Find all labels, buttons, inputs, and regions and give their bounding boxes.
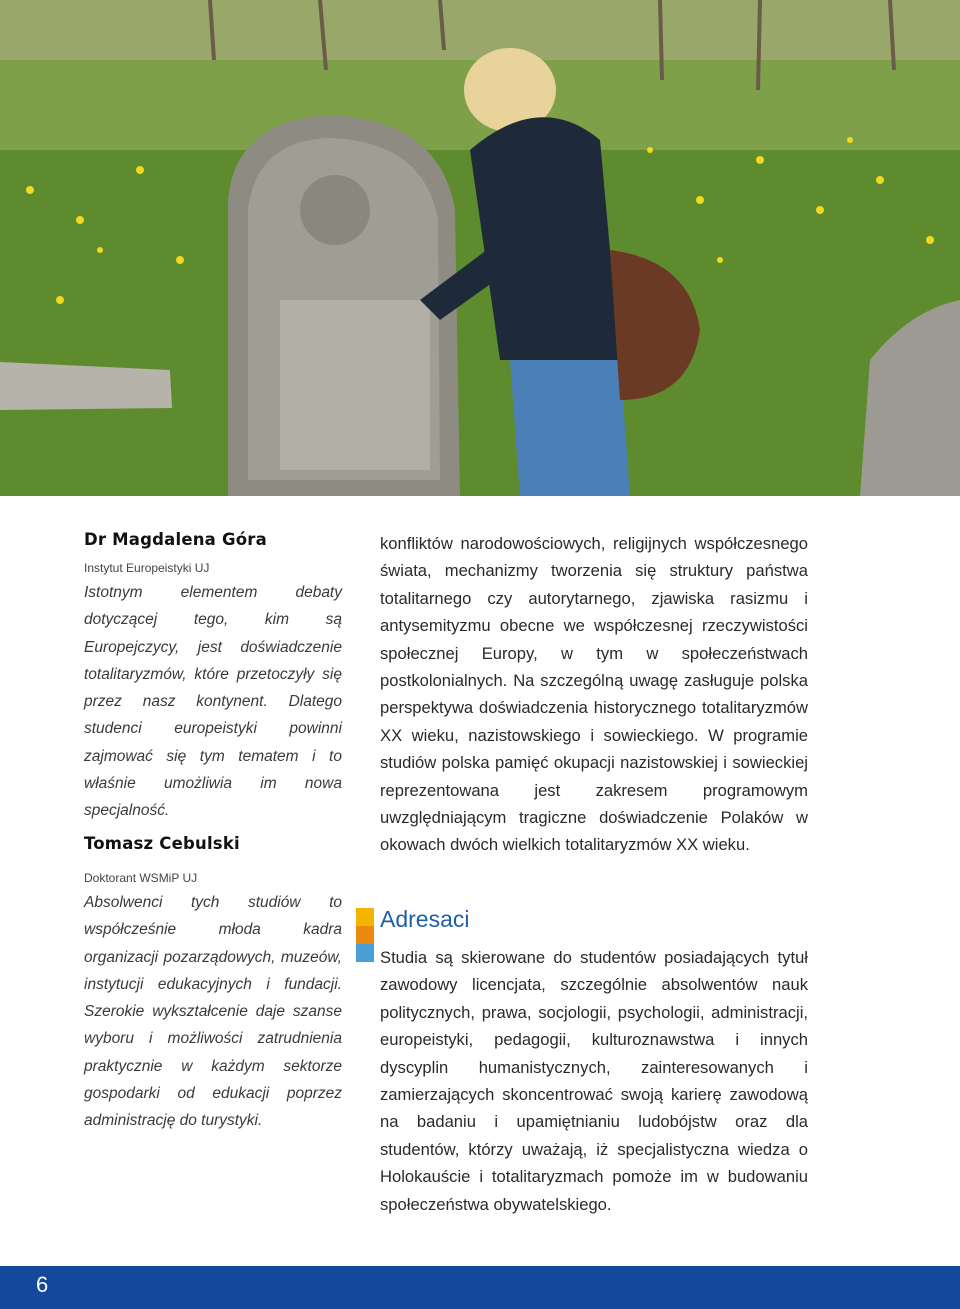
cemetery-photo (0, 0, 960, 496)
orange-bar (356, 926, 374, 944)
cemetery-photo-illustration (0, 0, 960, 496)
person-name: Tomasz Cebulski (84, 834, 240, 853)
intro-paragraph: konfliktów narodowościowych, religijnych współczesnego świata, mechanizmy tworzenia się struktury państwa totalitarnego czy autorytarnego, zjawiska rasizmu i antysemityzmu obecne we współczesnej rzeczywistości społecznej Europy, w tym w społeczeństwach postkolonialnych. Na szczególną uwagę zasługuje polska perspektywa doświadczenia historycznego totalitaryzmów XX wieku, nazistowskiego i sowieckiego. W programie studiów polska pamięć okupacji nazistowskiej i sowieckiej reprezentowana jest zakresem programowym uwzględniającym tragiczne doświadczenie Polaków w okowach dwóch wielkich totalitaryzmów XX wieku. (380, 534, 808, 855)
page-number: 6 (36, 1272, 49, 1297)
person-affiliation: Doktorant WSMiP UJ (84, 871, 198, 885)
testimonial-2 (84, 834, 342, 1135)
testimonial-1 (84, 530, 342, 825)
person-quote: Absolwenci tych studiów to współcześnie młoda kadra organizacji pozarządowych, muzeów, instytucji edukacyjnych i fundacji. Szerokie wykształcenie daje szanse wyboru i możliwości zatrudnienia praktycznie w każdym sektorze gospodarki od edukacji poprzez administrację do turystyki. (84, 894, 342, 1130)
color-bars-decoration (356, 908, 374, 962)
person-affiliation: Instytut Europeistyki UJ (84, 561, 210, 575)
person-name: Dr Magdalena Góra (84, 530, 267, 549)
person-quote: Istotnym elementem debaty dotyczącej tego, kim są Europejczycy, jest doświadczenie totalitaryzmów, które przetoczyły się przez nasz kontynent. Dlatego studenci europeistyki powinni zajmować się tym tematem i to właśnie umożliwia im nowa specjalność. (84, 584, 342, 820)
section-heading: Adresaci (380, 906, 470, 932)
page-footer (0, 1266, 960, 1309)
yellow-bar (356, 908, 374, 926)
intro-column (380, 530, 808, 859)
blue-bar (356, 944, 374, 962)
section-paragraph: Studia są skierowane do studentów posiadających tytuł zawodowy licencjata, szczególnie absolwentów nauk politycznych, prawa, socjologii, psychologii, administracji, europeistyki, pedagogii, kulturoznawstwa i innych dyscyplin humanistycznych, zainteresowanych i zamierzających skoncentrować swoją karierę zawodową na badaniu i upamiętnianiu ludobójstw oraz dla studentów, którzy uważają, iż specjalistyczna wiedza o Holokauście i totalitaryzmach pomoże im w budowaniu społeczeństwa obywatelskiego. (380, 948, 808, 1214)
